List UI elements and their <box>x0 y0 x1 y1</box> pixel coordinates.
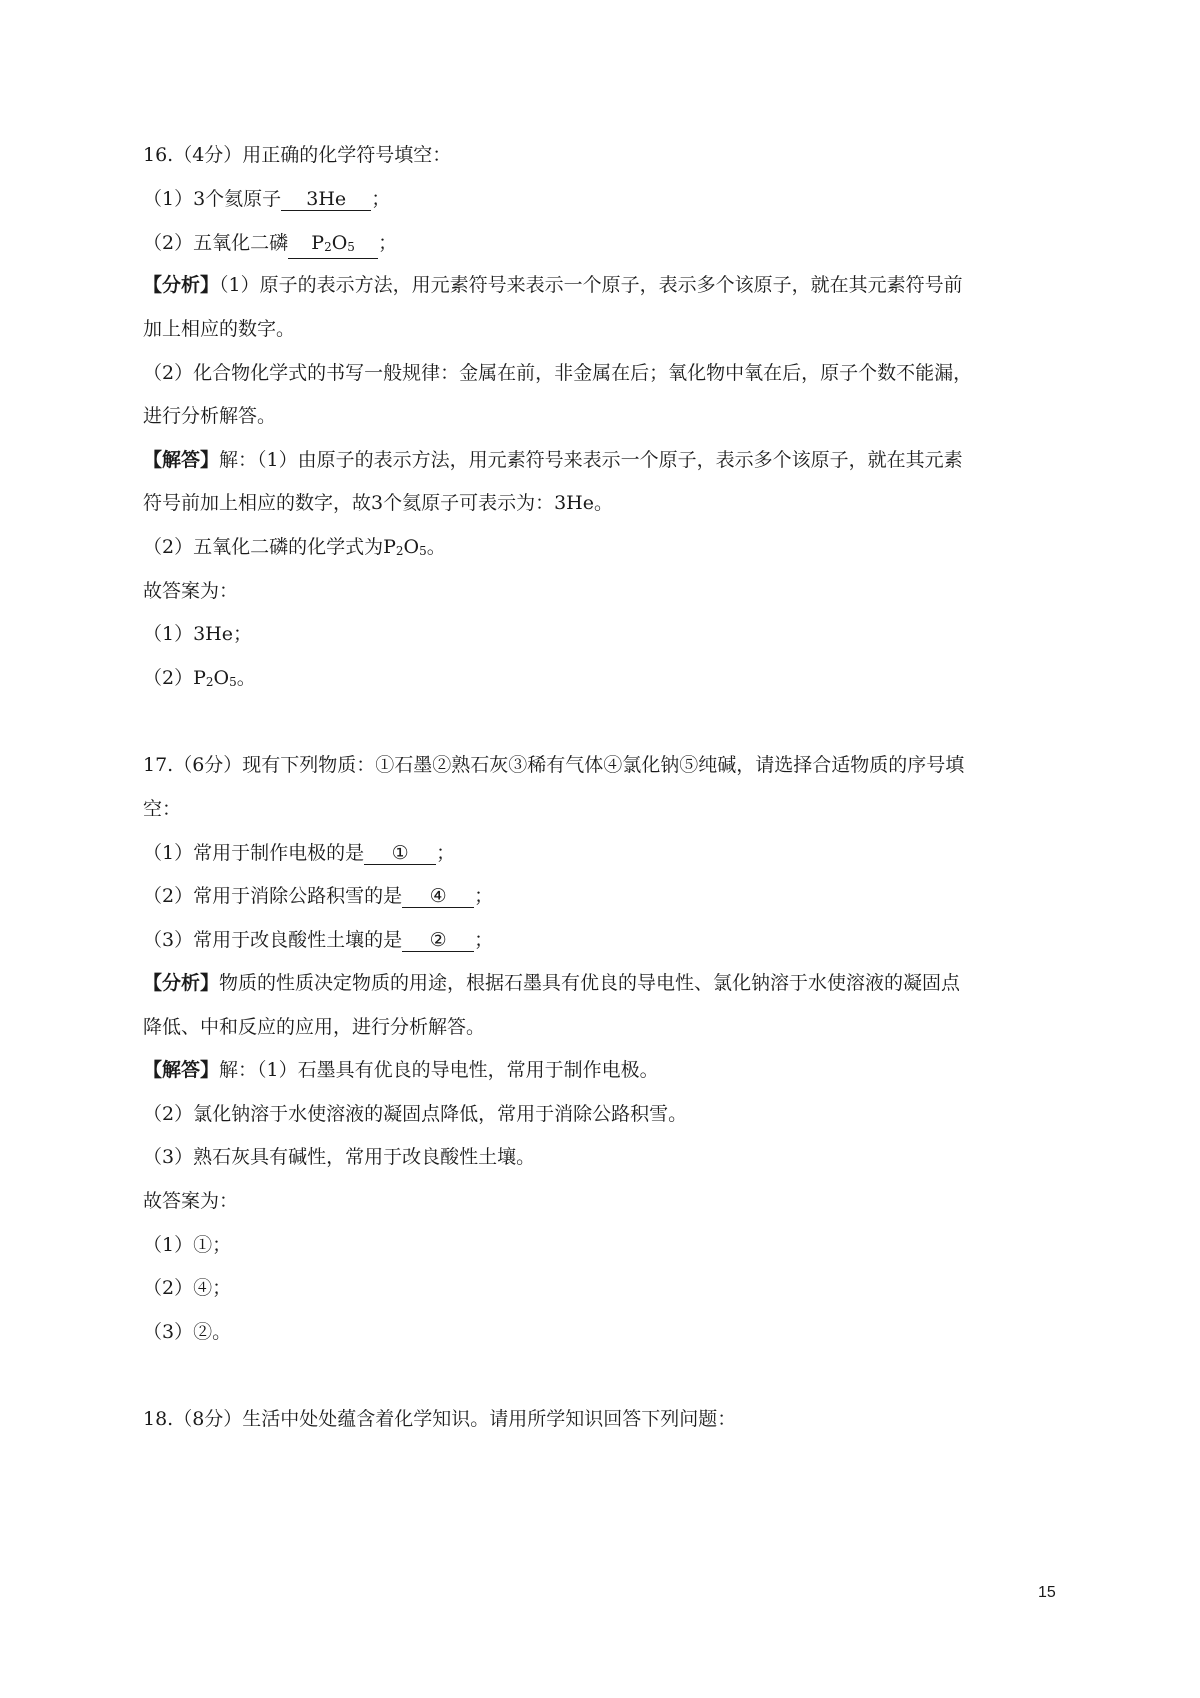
q17-answer-line-2: （2）氯化钠溶于水使溶液的凝固点降低，常用于消除公路积雪。 <box>143 1103 688 1125</box>
q17-analysis-line-1 <box>143 970 1073 996</box>
formula-sub-5: 5 <box>347 240 355 254</box>
q17-stem-line-2: 空： <box>143 798 182 820</box>
q16-analysis-line-1 <box>143 272 1073 298</box>
formula-sub-5: 5 <box>229 675 237 689</box>
q16-final-label: 故答案为： <box>143 580 239 602</box>
q16-analysis-text-1: （1）原子的表示方法，用元素符号来表示一个原子，表示多个该原子，就在其元素符号前 <box>219 274 963 296</box>
q17-answer-line-1 <box>143 1057 1073 1083</box>
q17-item-2 <box>143 883 1073 909</box>
formula-o: O <box>403 536 420 558</box>
formula-sub-2: 2 <box>395 544 404 558</box>
answer-tag: 【解答】 <box>143 449 220 471</box>
q16-item-1-prompt: （1）3个氦原子 <box>143 188 282 210</box>
q17-item-1-suffix: ； <box>436 842 456 864</box>
q17-final-3: （3）②。 <box>143 1321 232 1343</box>
q16-item-1-answer: 3He <box>281 188 371 211</box>
q16-answer-line-3 <box>143 534 1073 564</box>
formula-sub-2: 2 <box>324 240 332 254</box>
q17-final-2: （2）④； <box>143 1277 232 1299</box>
q18-stem: 18.（8分）生活中处处蕴含着化学知识。请用所学知识回答下列问题： <box>143 1408 737 1430</box>
q17-item-3-suffix: ； <box>474 929 494 951</box>
q17-item-3-answer: ② <box>402 929 474 952</box>
q17-final-label: 故答案为： <box>143 1190 239 1212</box>
q17-stem-line-1: 17.（6分）现有下列物质：①石墨②熟石灰③稀有气体④氯化钠⑤纯碱，请选择合适物质的序号填 <box>143 754 965 776</box>
q16-answer-text-3: （2）五氧化二磷的化学式为P <box>143 536 396 558</box>
q16-item-2-answer <box>288 232 378 259</box>
answer-tag: 【解答】 <box>143 1059 220 1081</box>
q17-item-1-prompt: （1）常用于制作电极的是 <box>143 842 365 864</box>
q16-item-2 <box>143 230 1073 259</box>
q16-final-2-suffix: 。 <box>236 667 256 689</box>
q16-final-2-prefix: （2）P <box>143 667 206 689</box>
q17-item-2-suffix: ； <box>474 885 494 907</box>
q16-answer-text-1: 解：（1）由原子的表示方法，用元素符号来表示一个原子，表示多个该原子，就在其元素 <box>219 449 963 471</box>
q17-analysis-text-1: 物质的性质决定物质的用途，根据石墨具有优良的导电性、氯化钠溶于水使溶液的凝固点 <box>219 972 961 994</box>
q17-item-2-answer: ④ <box>402 885 474 908</box>
formula-o: O <box>331 232 348 254</box>
q17-answer-text-1: 解：（1）石墨具有优良的导电性，常用于制作电极。 <box>219 1059 659 1081</box>
formula-o: O <box>213 667 230 689</box>
q16-item-2-suffix: ； <box>378 232 398 254</box>
q16-answer-line-2: 符号前加上相应的数字，故3个氦原子可表示为：3He。 <box>143 492 613 514</box>
q16-answer-line-1 <box>143 447 1073 473</box>
q16-final-1: （1）3He； <box>143 623 252 645</box>
q16-analysis-line-3: （2）化合物化学式的书写一般规律：金属在前，非金属在后；氧化物中氧在后，原子个数不能漏， <box>143 362 973 384</box>
q17-item-2-prompt: （2）常用于消除公路积雪的是 <box>143 885 403 907</box>
q17-item-3 <box>143 927 1073 953</box>
q16-analysis-line-4: 进行分析解答。 <box>143 405 277 427</box>
q16-item-2-prompt: （2）五氧化二磷 <box>143 232 289 254</box>
q16-answer-suffix: 。 <box>426 536 446 558</box>
formula-sub-2: 2 <box>205 675 214 689</box>
q16-analysis-line-2: 加上相应的数字。 <box>143 318 296 340</box>
q17-item-1-answer: ① <box>364 842 436 865</box>
q17-answer-line-3: （3）熟石灰具有碱性，常用于改良酸性土壤。 <box>143 1146 536 1168</box>
formula-p: P <box>311 232 325 254</box>
q17-analysis-line-2: 降低、中和反应的应用，进行分析解答。 <box>143 1016 486 1038</box>
q16-final-2 <box>143 665 1073 695</box>
q17-item-3-prompt: （3）常用于改良酸性土壤的是 <box>143 929 403 951</box>
formula-sub-5: 5 <box>419 544 427 558</box>
q16-item-1-suffix: ； <box>371 188 391 210</box>
page-number: 15 <box>1038 1584 1056 1601</box>
q16-item-1 <box>143 186 1073 212</box>
analysis-tag: 【分析】 <box>143 274 220 296</box>
analysis-tag: 【分析】 <box>143 972 220 994</box>
q17-item-1 <box>143 840 1073 866</box>
q16-stem: 16.（4分）用正确的化学符号填空： <box>143 144 452 166</box>
q17-final-1: （1）①； <box>143 1234 232 1256</box>
